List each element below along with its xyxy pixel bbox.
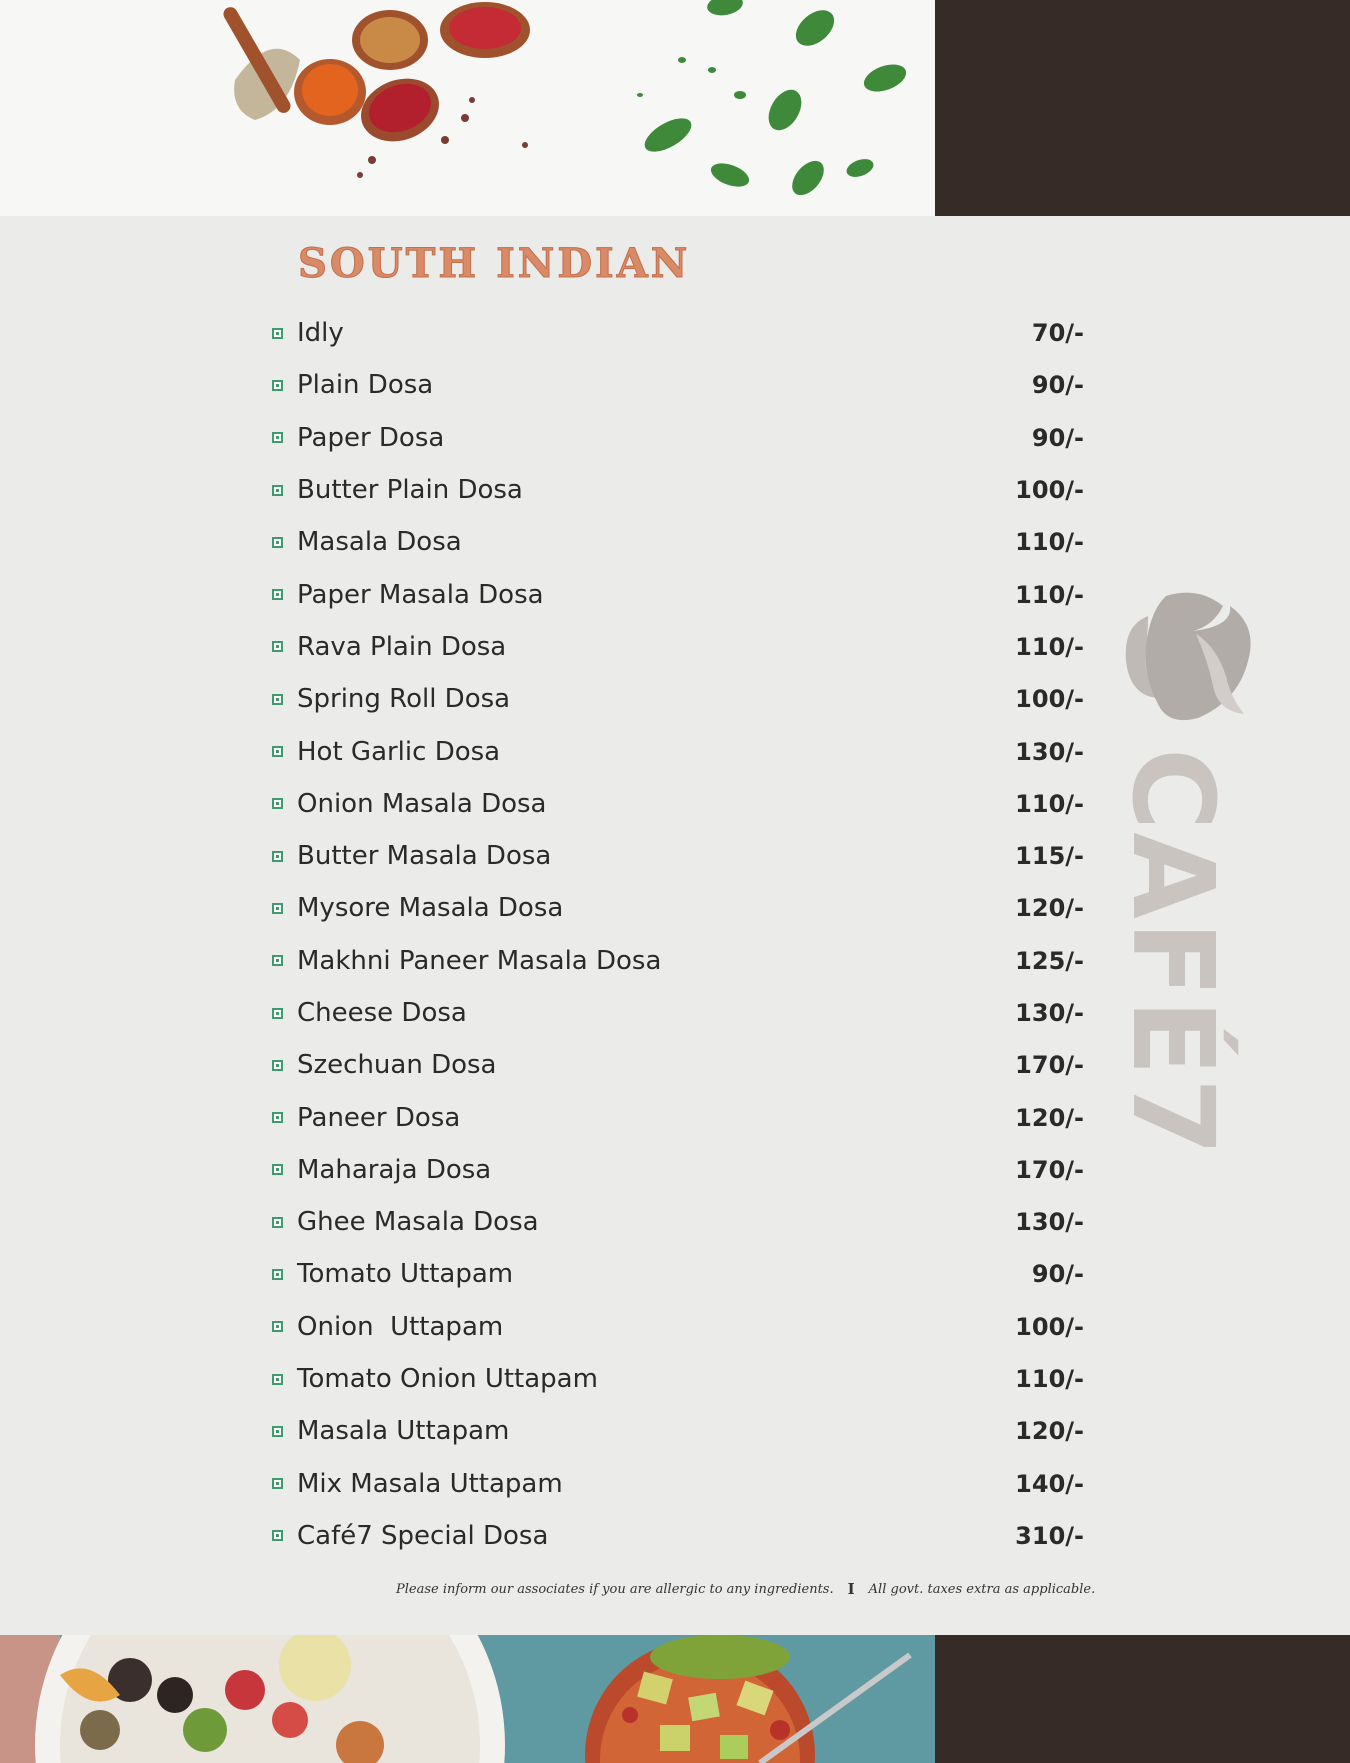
item-price: 70/- <box>1031 319 1084 348</box>
footnote-separator: I <box>847 1580 855 1598</box>
item-price: 110/- <box>1015 1365 1084 1394</box>
item-name: Tomato Onion Uttapam <box>297 1364 598 1395</box>
tax-note: All govt. taxes extra as applicable. <box>868 1581 1096 1597</box>
bullet-icon <box>272 1060 283 1071</box>
bullet-icon <box>272 798 283 809</box>
bullet-icon <box>272 1217 283 1228</box>
item-name: Paper Masala Dosa <box>297 579 544 610</box>
menu-item <box>272 987 1084 1039</box>
item-price: 110/- <box>1015 528 1084 557</box>
item-name: Spring Roll Dosa <box>297 684 511 715</box>
menu-item <box>272 464 1084 516</box>
bullet-icon <box>272 1374 283 1385</box>
item-price: 130/- <box>1015 999 1084 1027</box>
bullet-icon <box>272 432 283 443</box>
menu-item <box>272 516 1084 568</box>
bullet-icon <box>272 1112 283 1123</box>
item-price: 90/- <box>1031 371 1084 400</box>
item-name: Paneer Dosa <box>297 1102 461 1133</box>
item-price: 90/- <box>1031 1260 1084 1289</box>
menu-item <box>272 1301 1084 1353</box>
bullet-icon <box>272 328 283 339</box>
item-name: Tomato Uttapam <box>297 1259 514 1290</box>
item-name: Café7 Special Dosa <box>297 1520 549 1551</box>
bullet-icon <box>272 1321 283 1332</box>
bullet-icon <box>272 694 283 705</box>
bullet-icon <box>272 746 283 757</box>
item-name: Masala Uttapam <box>297 1416 510 1447</box>
menu-item <box>272 1091 1084 1143</box>
menu-item <box>272 1196 1084 1248</box>
item-price: 170/- <box>1015 1155 1084 1184</box>
item-price: 310/- <box>1015 1521 1084 1550</box>
bullet-icon <box>272 1269 283 1280</box>
bullet-icon <box>272 1478 283 1489</box>
footnote <box>396 1580 1095 1598</box>
menu-item <box>272 725 1084 777</box>
bullet-icon <box>272 589 283 600</box>
item-name: Makhni Paneer Masala Dosa <box>297 945 662 976</box>
item-price: 110/- <box>1015 632 1084 661</box>
menu-item <box>272 1353 1084 1405</box>
item-name: Maharaja Dosa <box>297 1154 492 1185</box>
bullet-icon <box>272 537 283 548</box>
item-name: Paper Dosa <box>297 422 445 453</box>
menu-list <box>272 307 1084 1562</box>
item-price: 130/- <box>1015 1208 1084 1237</box>
item-name: Masala Dosa <box>297 527 462 558</box>
salad-illustration <box>0 1635 935 1763</box>
item-price: 100/- <box>1015 685 1084 714</box>
spices-illustration <box>0 0 935 216</box>
menu-item <box>272 1248 1084 1300</box>
menu-item <box>272 307 1084 359</box>
item-name: Cheese Dosa <box>297 998 467 1028</box>
item-price: 115/- <box>1015 842 1084 871</box>
item-price: 100/- <box>1015 476 1084 505</box>
logo-wordmark <box>1107 748 1237 1168</box>
bullet-icon <box>272 1164 283 1175</box>
menu-item <box>272 1458 1084 1510</box>
menu-item <box>272 1405 1084 1457</box>
item-price: 130/- <box>1015 737 1084 766</box>
coffee-cup-icon <box>1118 586 1278 756</box>
menu-item <box>272 1039 1084 1091</box>
item-name: Onion Masala Dosa <box>297 788 547 819</box>
menu-item <box>272 359 1084 411</box>
menu-item <box>272 412 1084 464</box>
footer-dark-panel <box>935 1635 1350 1763</box>
menu-item <box>272 778 1084 830</box>
menu-item <box>272 935 1084 987</box>
menu-item <box>272 568 1084 620</box>
item-name: Hot Garlic Dosa <box>297 736 501 767</box>
menu-item <box>272 882 1084 934</box>
header-dark-panel <box>935 0 1350 216</box>
logo-text: CAFÉ7 <box>1107 748 1237 1158</box>
bullet-icon <box>272 1426 283 1437</box>
item-name: Mysore Masala Dosa <box>297 893 564 924</box>
item-price: 110/- <box>1015 580 1084 609</box>
item-price: 110/- <box>1015 789 1084 818</box>
item-price: 100/- <box>1015 1312 1084 1341</box>
item-name: Mix Masala Uttapam <box>297 1468 563 1499</box>
bullet-icon <box>272 851 283 862</box>
item-price: 120/- <box>1015 1417 1084 1446</box>
item-name: Szechuan Dosa <box>297 1050 497 1081</box>
menu-item <box>272 830 1084 882</box>
section-heading: SOUTH INDIAN <box>298 240 691 287</box>
bullet-icon <box>272 1008 283 1019</box>
menu-item <box>272 1144 1084 1196</box>
bullet-icon <box>272 903 283 914</box>
spices-photo <box>0 0 935 216</box>
item-name: Plain Dosa <box>297 370 434 401</box>
menu-item <box>272 1510 1084 1562</box>
item-name: Butter Plain Dosa <box>297 475 523 506</box>
item-price: 170/- <box>1015 1051 1084 1080</box>
item-name: Butter Masala Dosa <box>297 841 552 872</box>
menu-item <box>272 621 1084 673</box>
item-price: 120/- <box>1015 1103 1084 1132</box>
bullet-icon <box>272 955 283 966</box>
bullet-icon <box>272 641 283 652</box>
bullet-icon <box>272 380 283 391</box>
item-name: Rava Plain Dosa <box>297 631 507 662</box>
item-price: 120/- <box>1015 894 1084 923</box>
item-price: 140/- <box>1015 1469 1084 1498</box>
item-name: Onion Uttapam <box>297 1311 504 1342</box>
item-price: 125/- <box>1015 946 1084 975</box>
salad-photo <box>0 1635 935 1763</box>
item-price: 90/- <box>1031 423 1084 452</box>
bullet-icon <box>272 485 283 496</box>
menu-item <box>272 673 1084 725</box>
allergy-note: Please inform our associates if you are allergic to any ingredients. <box>396 1581 834 1597</box>
item-name: Idly <box>297 318 344 349</box>
bullet-icon <box>272 1530 283 1541</box>
item-name: Ghee Masala Dosa <box>297 1207 539 1238</box>
